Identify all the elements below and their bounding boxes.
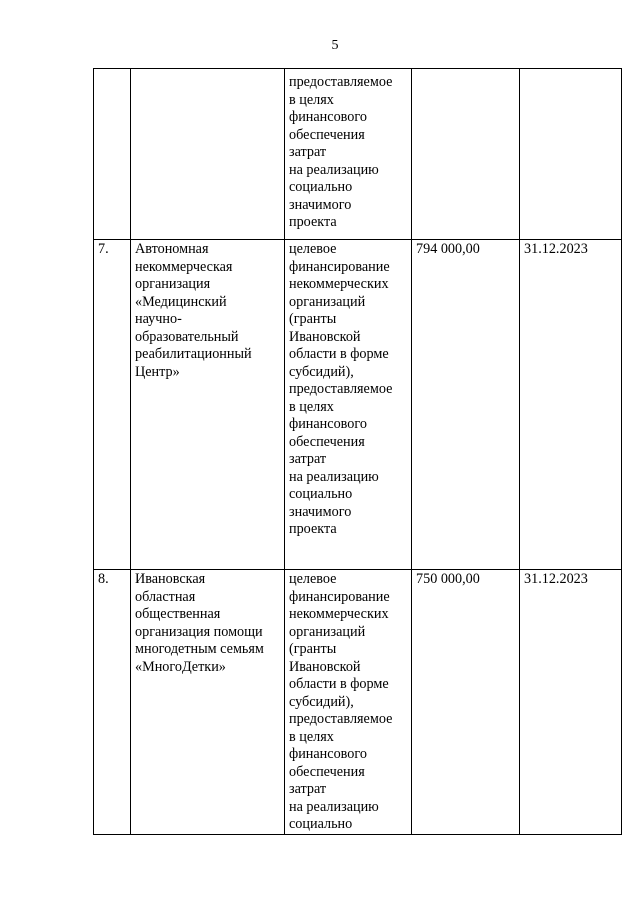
table-row [94,240,622,570]
row-number-cell: 7. [94,240,131,570]
purpose-cell [285,570,412,835]
organization-cell [131,69,285,240]
table-row [94,570,622,835]
grants-table [93,68,622,835]
organization-name: Ивановская областная общественная организация помощи многодетным семьям «МногоДетки» [135,571,264,675]
date-cell: 31.12.2023 [520,240,622,570]
date-cell: 31.12.2023 [520,570,622,835]
purpose-text: целевое финансирование некоммерческих организаций (гранты Ивановской области в форме субсидий), предоставляемое в целях финансового обеспечения затрат на реализацию социально [289,571,393,832]
date-cell [520,69,622,240]
purpose-cell [285,240,412,570]
row-number-cell [94,69,131,240]
organization-cell [131,240,285,570]
row-number-cell: 8. [94,570,131,835]
amount-cell: 794 000,00 [412,240,520,570]
page-number: 5 [331,38,339,53]
purpose-text: предоставляемое в целях финансового обеспечения затрат на реализацию социально значимого проекта [289,74,393,230]
organization-name: Автономная некоммерческая организация «Медицинский научно- образовательный реабилитационный Центр» [135,241,252,380]
purpose-cell [285,69,412,240]
purpose-text: целевое финансирование некоммерческих организаций (гранты Ивановской области в форме субсидий), предоставляемое в целях финансового обеспечения затрат на реализацию социально значимого проекта [289,241,393,537]
amount-cell: 750 000,00 [412,570,520,835]
table-row [94,69,622,240]
amount-cell [412,69,520,240]
organization-cell [131,570,285,835]
